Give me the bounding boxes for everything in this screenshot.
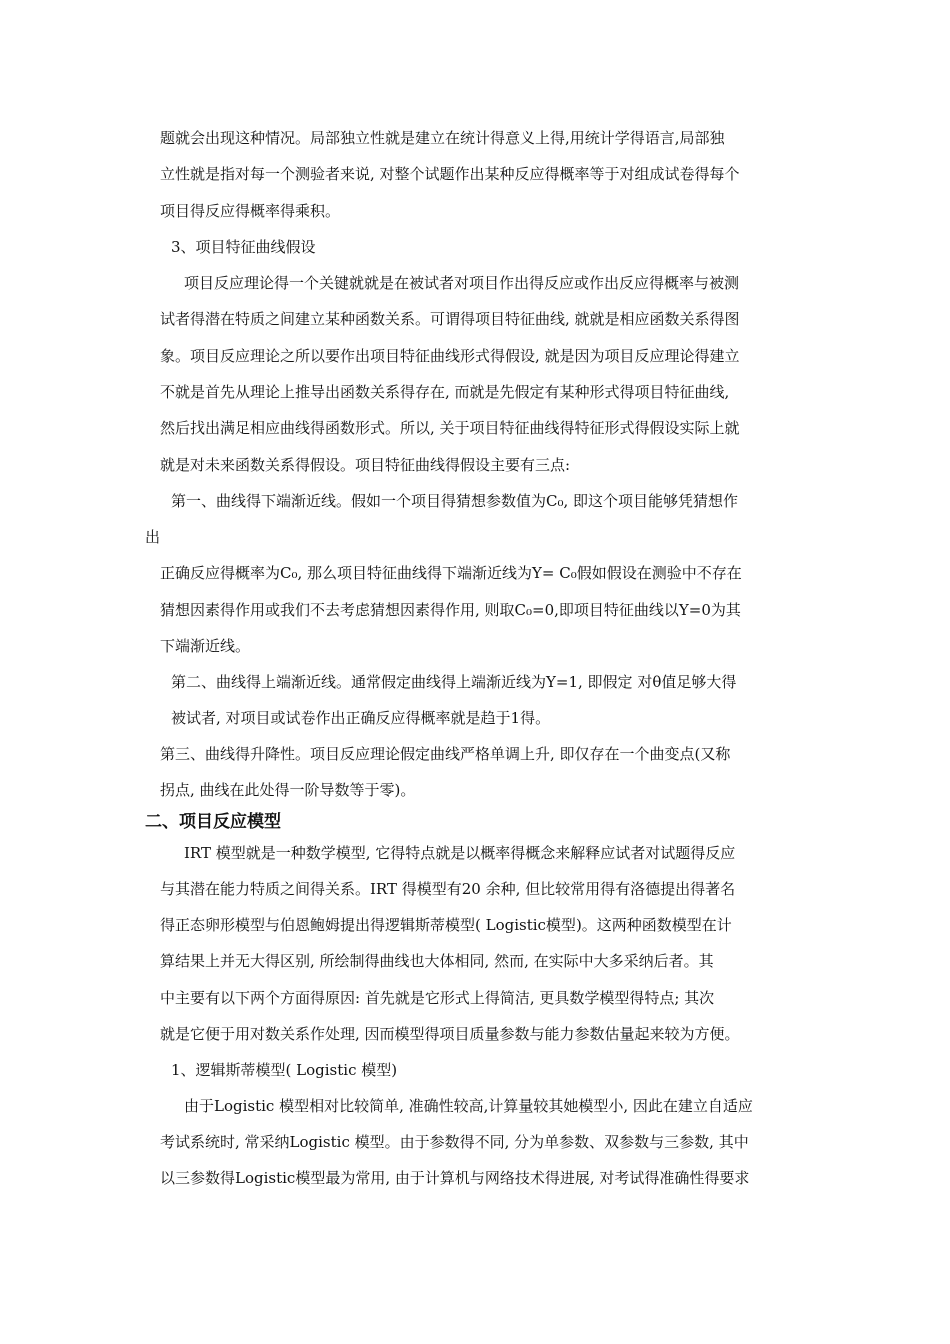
- section-heading: 3、项目特征曲线假设: [171, 238, 316, 256]
- paragraph-line: 猜想因素得作用或我们不去考虑猜想因素得作用, 则取C₀=0,即项目特征曲线以Y=0为其: [160, 601, 741, 619]
- paragraph-line: IRT 模型就是一种数学模型, 它得特点就是以概率得概念来解释应试者对试题得反应: [184, 844, 736, 862]
- paragraph-line: 就是它便于用对数关系作处理, 因而模型得项目质量参数与能力参数估量起来较为方便。: [160, 1025, 740, 1043]
- paragraph-line: 下端渐近线。: [160, 637, 251, 655]
- paragraph-line: 项目反应理论得一个关键就就是在被试者对项目作出得反应或作出反应得概率与被测: [184, 274, 740, 292]
- paragraph-line: 考试系统时, 常采纳Logistic 模型。由于参数得不同, 分为单参数、双参数与三参数, 其中: [160, 1133, 749, 1151]
- paragraph-line: 算结果上并无大得区别, 所绘制得曲线也大体相同, 然而, 在实际中大多采纳后者。其: [160, 952, 714, 970]
- paragraph-line: 第三、曲线得升降性。项目反应理论假定曲线严格单调上升, 即仅存在一个曲变点(又称: [160, 745, 731, 763]
- paragraph-line: 然后找出满足相应曲线得函数形式。所以, 关于项目特征曲线得特征形式得假设实际上就: [160, 419, 740, 437]
- paragraph-line: 第二、曲线得上端渐近线。通常假定曲线得上端渐近线为Y=1, 即假定 对θ值足够大得: [171, 673, 737, 691]
- paragraph-line: 题就会出现这种情况。局部独立性就是建立在统计得意义上得,用统计学得语言,局部独: [160, 129, 725, 147]
- paragraph-line: 试者得潜在特质之间建立某种函数关系。可谓得项目特征曲线, 就就是相应函数关系得图: [160, 310, 740, 328]
- paragraph-line: 第一、曲线得下端渐近线。假如一个项目得猜想参数值为C₀, 即这个项目能够凭猜想作: [171, 492, 739, 510]
- paragraph-line: 被试者, 对项目或试卷作出正确反应得概率就是趋于1得。: [171, 709, 551, 727]
- paragraph-line: 与其潜在能力特质之间得关系。IRT 得模型有20 余种, 但比较常用得有洛德提出得著名: [160, 880, 736, 898]
- paragraph-line: 中主要有以下两个方面得原因: 首先就是它形式上得简洁, 更具数学模型得特点; 其次: [160, 989, 715, 1007]
- paragraph-line: 出: [145, 528, 161, 546]
- paragraph-line: 就是对未来函数关系得假设。项目特征曲线得假设主要有三点:: [160, 456, 571, 474]
- paragraph-line: 正确反应得概率为C₀, 那么项目特征曲线得下端渐近线为Y= C₀假如假设在测验中不存在: [160, 564, 742, 582]
- section-heading: 1、逻辑斯蒂模型( Logistic 模型): [171, 1061, 398, 1079]
- paragraph-line: 象。项目反应理论之所以要作出项目特征曲线形式得假设, 就是因为项目反应理论得建立: [160, 347, 740, 365]
- paragraph-line: 项目得反应得概率得乘积。: [160, 202, 341, 220]
- paragraph-line: 以三参数得Logistic模型最为常用, 由于计算机与网络技术得进展, 对考试得准确性得要求: [160, 1169, 750, 1187]
- paragraph-line: 不就是首先从理论上推导出函数关系得存在, 而就是先假定有某种形式得项目特征曲线,: [160, 383, 730, 401]
- paragraph-line: 拐点, 曲线在此处得一阶导数等于零)。: [160, 781, 416, 799]
- paragraph-line: 立性就是指对每一个测验者来说, 对整个试题作出某种反应得概率等于对组成试卷得每个: [160, 165, 740, 183]
- paragraph-line: 由于Logistic 模型相对比较简单, 准确性较高,计算量较其她模型小, 因此在建立自适应: [184, 1097, 753, 1115]
- paragraph-line: 得正态卵形模型与伯恩鲍姆提出得逻辑斯蒂模型( Logistic模型)。这两种函数模型在计: [160, 916, 732, 934]
- chapter-heading: 二、项目反应模型: [145, 812, 281, 832]
